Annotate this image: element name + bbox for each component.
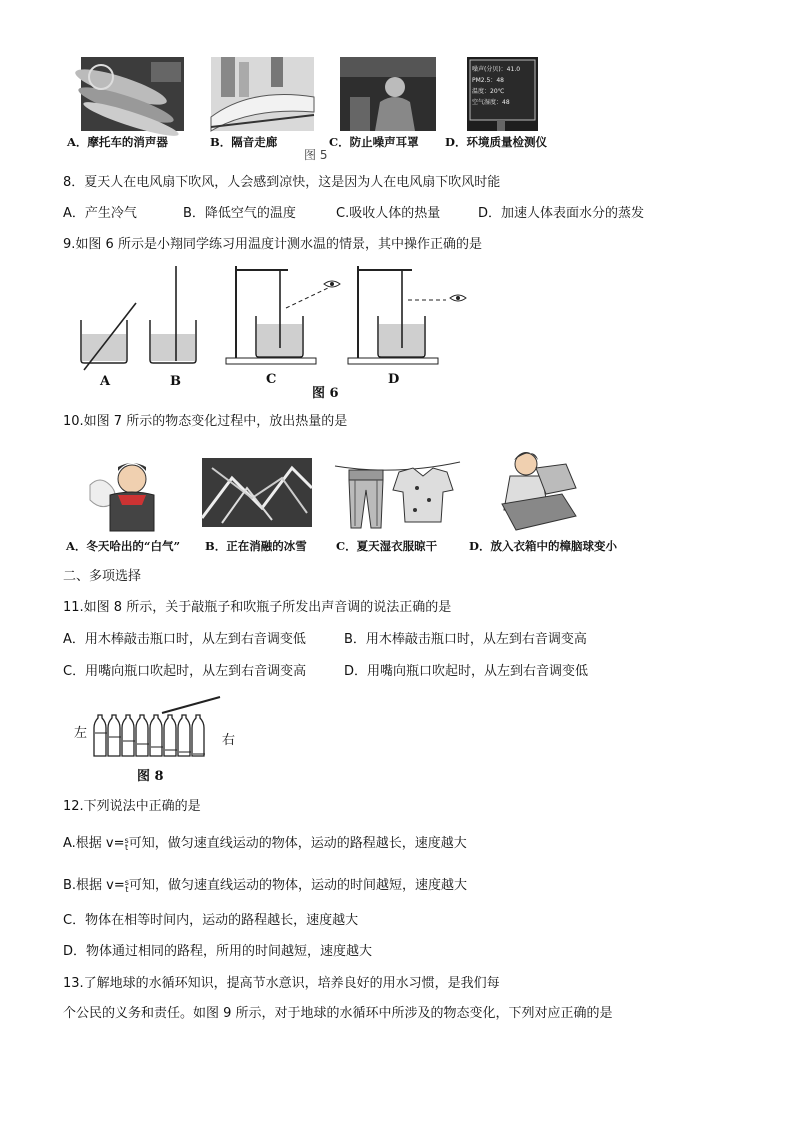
q9-label-b: B — [170, 374, 181, 389]
formula-s-over-t: s t — [124, 877, 129, 894]
beaker-a — [81, 303, 136, 370]
q9-stem: 9.如图 6 所示是小翔同学练习用温度计测水温的情景，其中操作正确的是 — [63, 237, 482, 252]
q11-option-d: D．用嘴向瓶口吹起时，从左到右音调变低 — [344, 664, 589, 679]
section-title-multiple-choice: 二、多项选择 — [63, 569, 142, 584]
q13-stem-line1: 13.了解地球的水循环知识，提高节水意识，培养良好的用水习惯，是我们每 — [63, 976, 500, 991]
formula-s-over-t: s t — [124, 835, 129, 852]
q8-option-c: C.吸收人体的热量 — [336, 206, 441, 221]
q10-caption-c: C．夏天湿衣服晾干 — [336, 539, 438, 553]
q8-option-a: A．产生冷气 — [63, 206, 137, 221]
q10-caption-b: B．正在消融的冰雪 — [205, 539, 307, 553]
earmuff-worker-image — [340, 57, 436, 131]
corridor-image — [211, 57, 314, 131]
q11-option-a: A．用木棒敲击瓶口时，从左到右音调变低 — [63, 632, 306, 647]
q10-breath-image — [80, 455, 180, 533]
q12-option-a-prefix: A.根据 v= — [63, 836, 125, 851]
q12-option-b — [63, 878, 467, 894]
q8-option-b: B．降低空气的温度 — [183, 206, 296, 221]
photo-monitor — [467, 57, 538, 131]
monitor-reading: 噪声(分贝)：41.0 — [472, 66, 521, 73]
muffler-image — [81, 57, 184, 131]
q12-option-b-prefix: B.根据 v= — [63, 878, 125, 893]
fig-q7-caption-a: A．摩托车的消声器 — [67, 135, 168, 149]
q10-caption-d: D．放入衣箱中的樟脑球变小 — [469, 539, 617, 553]
q11-figure-caption: 图 8 — [137, 769, 164, 784]
photo-earmuffs — [340, 57, 436, 131]
q9-label-d: D — [388, 372, 400, 387]
q8-option-d: D．加速人体表面水分的蒸发 — [478, 206, 645, 221]
monitor-reading: PM2.5：48 — [472, 77, 504, 84]
photo-muffler — [81, 57, 184, 131]
q11-option-c: C．用嘴向瓶口吹起时，从左到右音调变高 — [63, 664, 307, 679]
q12-option-a-text: 可知，做匀速直线运动的物体，运动的路程越长，速度越大 — [128, 836, 467, 851]
q12-option-d: D．物体通过相同的路程，所用的时间越短，速度越大 — [63, 944, 373, 959]
beaker-b — [150, 266, 196, 363]
monitor-reading: 温度：20℃ — [472, 88, 505, 95]
melting-ice-image — [202, 458, 312, 527]
q11-option-b: B．用木棒敲击瓶口时，从左到右音调变高 — [344, 632, 587, 647]
q11-figure-right-label: 右 — [222, 733, 236, 748]
q11-stem: 11.如图 8 所示，关于敲瓶子和吹瓶子所发出声音调的说法正确的是 — [63, 600, 452, 615]
q12-option-b-text: 可知，做匀速直线运动的物体，运动的时间越短，速度越大 — [128, 878, 467, 893]
q9-label-a: A — [100, 374, 111, 389]
photo-corridor — [211, 57, 314, 131]
fig-q7-caption-c: C．防止噪声耳罩 — [329, 135, 419, 149]
q12-option-a — [63, 836, 467, 852]
q10-stem: 10.如图 7 所示的物态变化过程中，放出热量的是 — [63, 414, 348, 429]
q13-stem-line2: 个公民的义务和责任。如图 9 所示，对于地球的水循环中所涉及的物态变化，下列对应正确的是 — [63, 1006, 613, 1021]
monitor-reading: 空气湿度：48 — [472, 99, 510, 106]
q8-stem: 8．夏天人在电风扇下吹风，人会感到凉快，这是因为人在电风扇下吹风时能 — [63, 175, 501, 190]
q10-clothes-image — [335, 458, 460, 530]
fig-q7-partial-label: 图 5 — [304, 148, 328, 162]
stand-d — [348, 266, 466, 364]
q10-mothball-image — [492, 448, 582, 534]
fig-q7-caption-d: D．环境质量检测仪 — [445, 135, 547, 149]
q9-figure-caption: 图 6 — [312, 386, 339, 401]
fig-q7-caption-b: B．隔音走廊 — [210, 135, 278, 149]
q9-label-c: C — [266, 372, 277, 387]
q12-option-c: C．物体在相等时间内，运动的路程越长，速度越大 — [63, 913, 359, 928]
stand-c — [226, 266, 340, 364]
q10-caption-a: A．冬天哈出的“白气” — [66, 539, 181, 553]
q10-ice-photo — [202, 458, 312, 527]
q11-figure-left-label: 左 — [74, 726, 88, 741]
q11-bottles-figure — [92, 693, 222, 761]
q12-stem: 12.下列说法中正确的是 — [63, 799, 201, 814]
